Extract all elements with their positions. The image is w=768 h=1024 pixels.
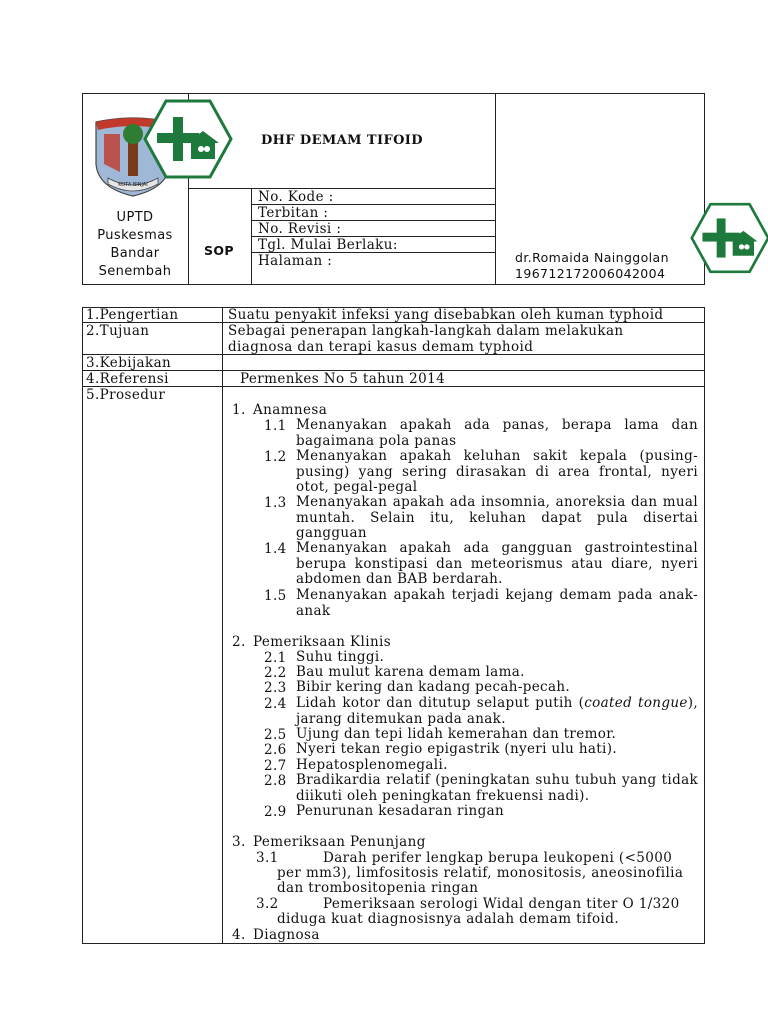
row-tujuan-label: 2.Tujuan — [86, 323, 150, 339]
item-number: 2.8 — [264, 773, 287, 789]
row-referensi-label: 4.Referensi — [86, 371, 169, 387]
section-1-number: 1. — [232, 402, 246, 418]
row-tujuan-line-2: diagnosa dan terapi kasus demam typhoid — [228, 339, 534, 355]
row-prosedur-label: 5.Prosedur — [86, 387, 166, 403]
item-text: Menanyakan apakah terjadi kejang demam pada anak-anak — [296, 587, 698, 619]
row-referensi-text: Permenkes No 5 tahun 2014 — [240, 371, 446, 387]
item-text: Suhu tinggi. — [296, 649, 385, 665]
item-number: 2.2 — [264, 665, 287, 681]
field-no-revisi: No. Revisi : — [258, 221, 342, 237]
item-text: Menanyakan apakah ada gangguan gastrointestinal berupa konstipasi dan meteorismus atau diare, nyeri abdomen dan BAB berdarah. — [296, 540, 698, 587]
signer-nip: 196712172006042004 — [515, 266, 666, 281]
org-line-2: Puskesmas — [97, 228, 173, 243]
item-number: 2.3 — [264, 680, 287, 696]
item-text: Hepatosplenomegali. — [296, 757, 448, 773]
row-pengertian-label: 1.Pengertian — [86, 307, 179, 323]
item-number: 2.5 — [264, 727, 287, 743]
field-terbitan: Terbitan : — [258, 205, 329, 221]
field-tgl-mulai-berlaku: Tgl. Mulai Berlaku: — [258, 237, 398, 253]
item-number: 2.6 — [264, 742, 287, 758]
org-line-1: UPTD — [116, 210, 154, 225]
section-3-number: 3. — [232, 834, 246, 850]
section-2-title: Pemeriksaan Klinis — [253, 634, 392, 650]
field-halaman: Halaman : — [258, 253, 333, 269]
org-line-3: Bandar — [110, 246, 160, 261]
item-number: 1.2 — [264, 449, 287, 465]
sop-label: SOP — [204, 243, 234, 258]
item-number: 2.4 — [264, 696, 287, 712]
item-number: 1.5 — [264, 588, 287, 604]
signer-name: dr.Romaida Nainggolan — [515, 250, 669, 265]
field-no-kode: No. Kode : — [258, 189, 334, 205]
puskesmas-logo-right — [690, 198, 768, 278]
org-line-4: Senembah — [98, 264, 172, 279]
item-text: Bau mulut karena demam lama. — [296, 664, 525, 680]
item-text: Nyeri tekan regio epigastrik (nyeri ulu hati). — [296, 741, 617, 757]
item-text-line-1: Pemeriksaan serologi Widal dengan titer O 1/320 — [323, 896, 680, 912]
item-number: 3.1 — [256, 850, 279, 866]
item-text-line-2: per mm3), limfositosis relatif, monositosis, aneosinofilia — [277, 865, 684, 881]
item-text: Bradikardia relatif (peningkatan suhu tubuh yang tidak diikuti oleh peningkatan frekuensi nadi). — [296, 772, 698, 804]
item-number: 1.1 — [264, 418, 287, 434]
item-number: 2.9 — [264, 804, 287, 820]
item-text-line-1: Darah perifer lengkap berupa leukopeni (<5000 — [323, 850, 673, 866]
item-number: 1.4 — [264, 541, 287, 557]
item-text-italic: coated tongue — [584, 695, 688, 711]
item-text: Menanyakan apakah ada panas, berapa lama dan bagaimana pola panas — [296, 417, 698, 449]
row-tujuan-line-1: Sebagai penerapan langkah-langkah dalam melakukan — [228, 323, 624, 339]
item-text-line-3: dan trombositopenia ringan — [277, 880, 479, 896]
item-text: Ujung dan tepi lidah kemerahan dan tremor. — [296, 726, 617, 742]
item-text: Bibir kering dan kadang pecah-pecah. — [296, 679, 571, 695]
item-text: Menanyakan apakah keluhan sakit kepala (pusing-pusing) yang sering dirasakan di area frontal, nyeri otot, pegal-pegal — [296, 448, 698, 495]
section-2-number: 2. — [232, 634, 246, 650]
item-text-line-2: diduga kuat diagnosisnya adalah demam tifoid. — [277, 911, 620, 927]
item-number: 1.3 — [264, 495, 287, 511]
section-4-title: Diagnosa — [253, 927, 320, 943]
section-3-title: Pemeriksaan Penunjang — [253, 834, 426, 850]
item-text-post: ), jarang ditemukan pada anak. — [296, 695, 698, 727]
item-number: 2.1 — [264, 650, 287, 666]
item-text-pre: Lidah kotor dan ditutup selaput putih ( — [296, 695, 585, 711]
item-text — [296, 696, 698, 727]
item-number: 2.7 — [264, 758, 287, 774]
item-number: 3.2 — [256, 896, 279, 912]
document-title: DHF DEMAM TIFOID — [261, 133, 423, 148]
row-kebijakan-label: 3.Kebijakan — [86, 355, 172, 371]
section-4-number: 4. — [232, 927, 246, 943]
item-text: Menanyakan apakah ada insomnia, anoreksia dan mual muntah. Selain itu, keluhan dapat pula disertai gangguan — [296, 494, 698, 541]
row-pengertian-text: Suatu penyakit infeksi yang disebabkan oleh kuman typhoid — [228, 307, 664, 323]
puskesmas-logo — [143, 99, 233, 179]
item-text: Penurunan kesadaran ringan — [296, 803, 505, 819]
section-1-title: Anamnesa — [253, 402, 328, 418]
svg-text:KOTA BINJAI: KOTA BINJAI — [118, 182, 148, 188]
